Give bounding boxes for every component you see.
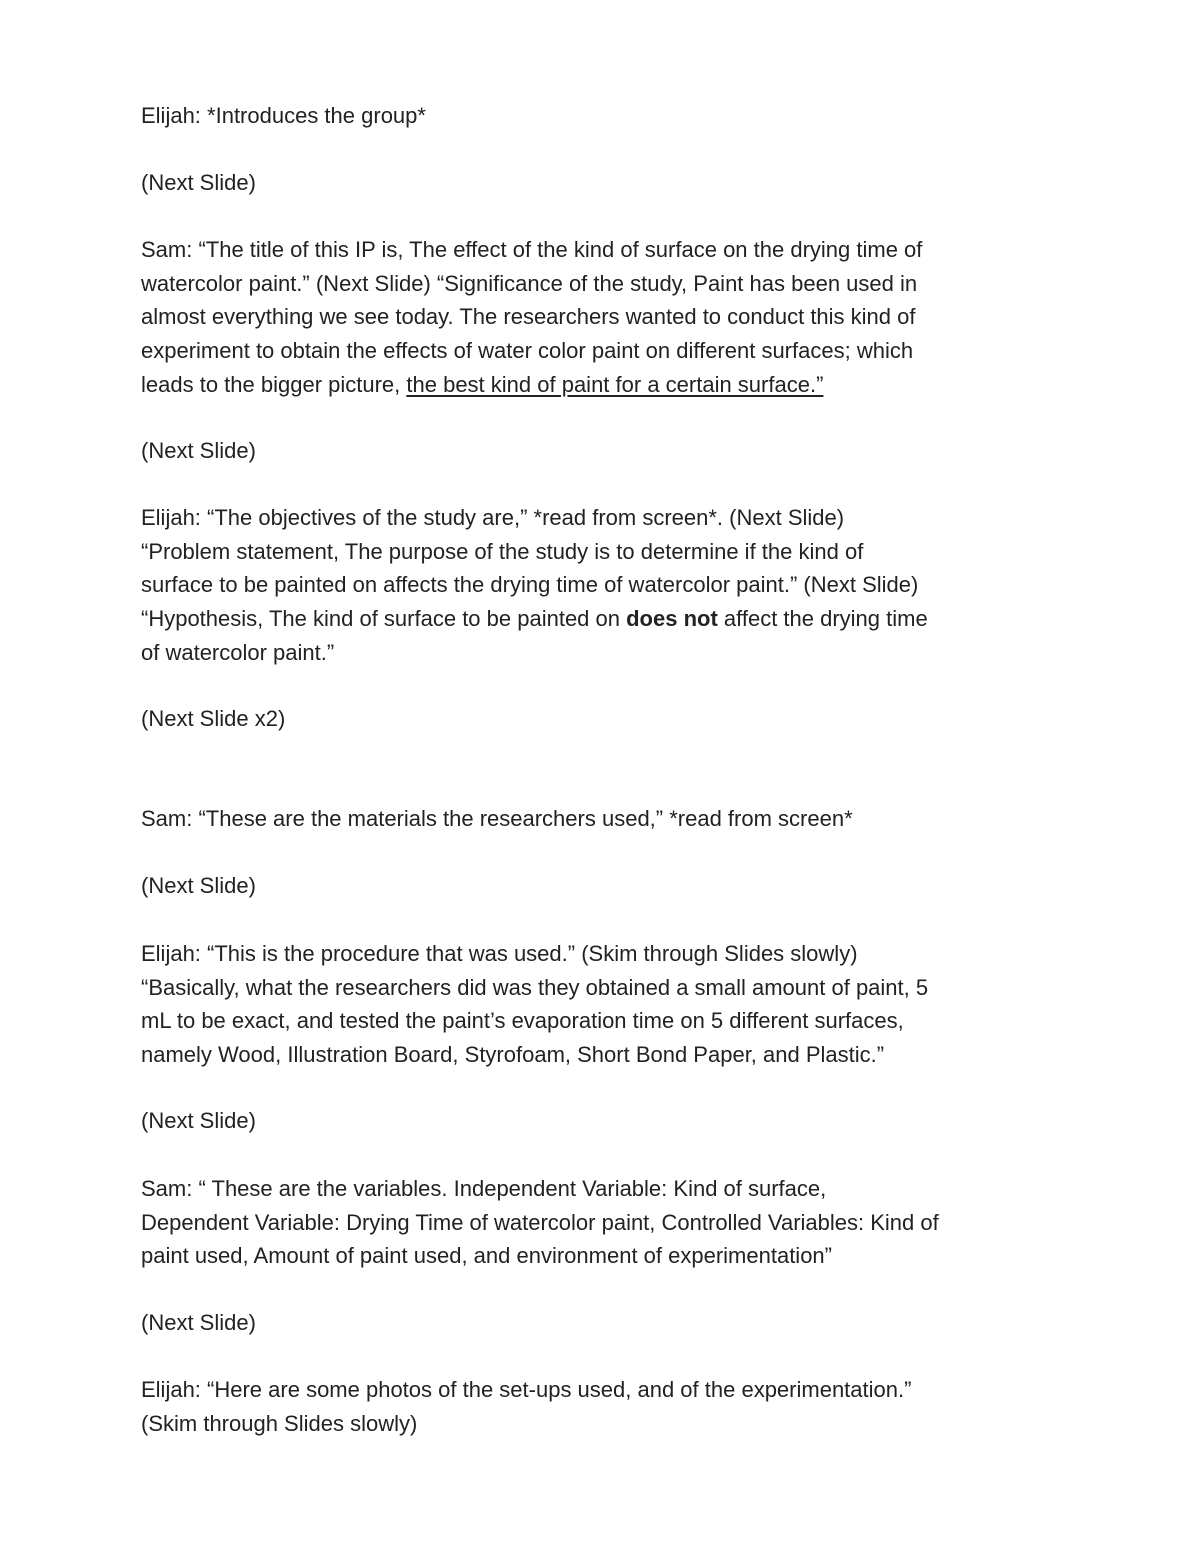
text-line: “Hypothesis, The kind of surface to be painted on xyxy=(141,606,627,632)
text-line: Elijah: “Here are some photos of the set-ups used, and of the experimentation.” xyxy=(141,1377,912,1402)
text-line: “Basically, what the researchers did was they obtained a small amount of paint, 5 xyxy=(141,974,929,1000)
paragraph-next-slide xyxy=(141,1306,1071,1340)
text-line: Sam: “ These are the variables. Independent Variable: Kind of surface, xyxy=(141,1176,827,1201)
text-line: Dependent Variable: Drying Time of watercolor paint, Controlled Variables: Kind of xyxy=(141,1209,939,1235)
text-line: (Skim through Slides slowly) xyxy=(141,1410,418,1436)
stage-direction: (Next Slide) xyxy=(141,1310,256,1335)
paragraph-elijah-objectives xyxy=(141,501,1071,670)
text-line: “Problem statement, The purpose of the study is to determine if the kind of xyxy=(141,538,864,564)
text-line: leads to the bigger picture, xyxy=(141,371,407,397)
paragraph-sam-materials xyxy=(141,802,1071,836)
text-line: namely Wood, Illustration Board, Styrofoam, Short Bond Paper, and Plastic.” xyxy=(141,1042,885,1068)
paragraph-sam-title xyxy=(141,233,1071,402)
text-line: affect the drying time xyxy=(717,606,928,632)
text-line: Sam: “The title of this IP is, The effect of the kind of surface on the drying time of xyxy=(141,237,923,262)
stage-direction: (Next Slide) xyxy=(141,438,256,463)
stage-direction: (Next Slide) xyxy=(141,1108,256,1133)
stage-direction: (Next Slide) xyxy=(141,170,256,195)
text-line: Elijah: “The objectives of the study are,” *read from screen*. (Next Slide) xyxy=(141,505,845,530)
stage-direction: (Next Slide) xyxy=(141,873,256,898)
text-line: Elijah: “This is the procedure that was used.” (Skim through Slides slowly) xyxy=(141,941,858,966)
paragraph-intro xyxy=(141,99,1071,133)
paragraph-next-slide-x2 xyxy=(141,702,1071,736)
text-line: watercolor paint.” (Next Slide) “Significance of the study, Paint has been used in xyxy=(141,270,918,296)
text-line: mL to be exact, and tested the paint’s evaporation time on 5 different surfaces, xyxy=(141,1008,904,1034)
text-line: paint used, Amount of paint used, and environment of experimentation” xyxy=(141,1243,832,1269)
paragraph-next-slide xyxy=(141,434,1071,468)
underlined-text: the best kind of paint for a certain surface.” xyxy=(406,371,824,397)
paragraph-next-slide xyxy=(141,166,1071,200)
paragraph-elijah-procedure xyxy=(141,937,1071,1072)
intro-line: Elijah: *Introduces the group* xyxy=(141,103,426,128)
text-line: Sam: “These are the materials the researchers used,” *read from screen* xyxy=(141,806,853,831)
bold-text: does not xyxy=(626,606,718,632)
text-line: of watercolor paint.” xyxy=(141,639,335,665)
text-line: experiment to obtain the effects of water color paint on different surfaces; which xyxy=(141,338,914,364)
paragraph-next-slide xyxy=(141,869,1071,903)
text-line: almost everything we see today. The researchers wanted to conduct this kind of xyxy=(141,304,916,330)
text-line: surface to be painted on affects the drying time of watercolor paint.” (Next Slide) xyxy=(141,572,919,598)
paragraph-elijah-photos xyxy=(141,1373,1071,1440)
paragraph-next-slide xyxy=(141,1104,1071,1138)
paragraph-sam-variables xyxy=(141,1172,1071,1273)
stage-direction: (Next Slide x2) xyxy=(141,706,286,731)
